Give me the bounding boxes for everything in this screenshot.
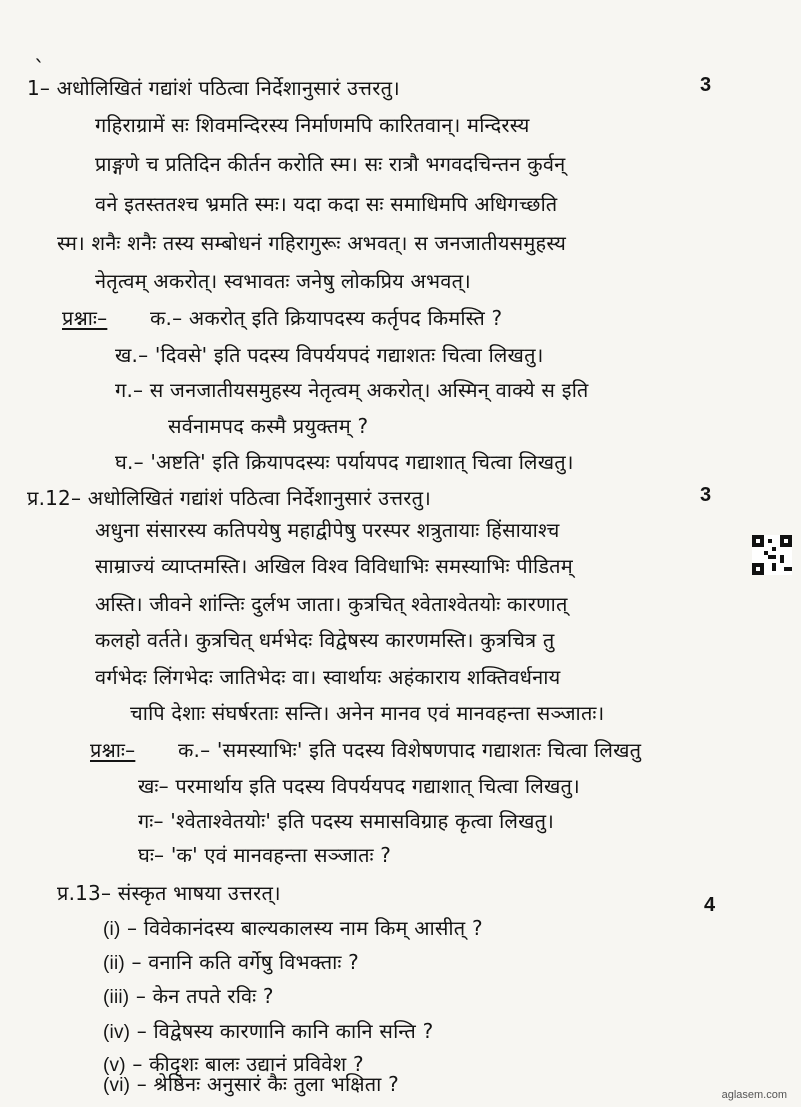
q13-item-number: (v) bbox=[103, 1055, 126, 1076]
q13-item-text: – विवेकानंदस्य बाल्यकालस्य नाम किम् आसीत् ? bbox=[127, 916, 483, 940]
watermark: aglasem.com bbox=[721, 1089, 787, 1101]
q12-question-b: खः– परमार्थाय इति पदस्य विपर्ययपद गद्याशात् चित्वा लिखतु। bbox=[138, 774, 580, 798]
q13-item-text: – कीदृशः बालः उद्यानं प्रविवेश ? bbox=[132, 1052, 364, 1076]
q13-item-number: (vi) bbox=[103, 1075, 131, 1096]
q12-marks: 3 bbox=[700, 484, 712, 506]
q11-heading: 1– अधोलिखितं गद्यांशं पठित्वा निर्देशानुसारं उत्तरतु। bbox=[27, 76, 400, 100]
q13-heading: प्र.13– संस्कृत भाषया उत्तरत्। bbox=[57, 881, 281, 905]
q11-question-c: ग.– स जनजातीयसमुहस्य नेतृत्वम् अकरोत्। अस्मिन् वाक्ये स इति bbox=[115, 378, 589, 402]
q13-item-number: (ii) bbox=[103, 953, 125, 974]
q11-question-b: ख.– 'दिवसे' इति पदस्य विपर्ययपदं गद्याशतः चित्वा लिखतु। bbox=[115, 343, 544, 367]
q12-questions-label: प्रश्नाः– bbox=[90, 738, 136, 762]
q11-passage-line: गहिराग्रामें सः शिवमन्दिरस्य निर्माणमपि कारितवान्। मन्दिरस्य bbox=[95, 113, 530, 137]
q11-question-d: घ.– 'अष्टति' इति क्रियापदस्यः पर्यायपद गद्याशात् चित्वा लिखतु। bbox=[115, 450, 574, 474]
q12-passage-line: साम्राज्यं व्याप्तमस्ति। अखिल विश्व विविधाभिः समस्याभिः पीडितम् bbox=[95, 554, 573, 578]
q11-passage-line: वने इतस्ततश्च भ्रमति स्मः। यदा कदा सः समाधिमपि अधिगच्छति bbox=[95, 192, 558, 216]
q13-item-number: (i) bbox=[103, 919, 121, 940]
q13-item bbox=[103, 914, 483, 944]
q11-question-a: क.– अकरोत् इति क्रियापदस्य कर्तृपद किमस्ति ? bbox=[150, 306, 503, 330]
q11-passage-line: नेतृत्वम् अकरोत्। स्वभावतः जनेषु लोकप्रिय अभवत्। bbox=[95, 269, 471, 293]
q13-item-text: – केन तपते रविः ? bbox=[135, 984, 274, 1008]
q12-passage-line: अधुना संसारस्य कतिपयेषु महाद्वीपेषु परस्पर शत्रुतायाः हिंसायाश्च bbox=[95, 518, 560, 542]
q11-passage-line: प्राङ्गणे च प्रतिदिन कीर्तन करोति स्म। सः रात्रौ भगवदचिन्तन कुर्वन् bbox=[95, 152, 566, 176]
q12-question-c: गः– 'श्वेताश्वेतयोः' इति पदस्य समासविग्राह कृत्वा लिखतु। bbox=[138, 809, 555, 833]
q12-passage-line: वर्गभेदः लिंगभेदः जातिभेदः वा। स्वार्थायः अहंकाराय शक्तिवर्धनाय bbox=[95, 665, 561, 689]
q11-passage-line: स्म। शनैः शनैः तस्य सम्बोधनं गहिरागुरूः अभवत्। स जनजातीयसमुहस्य bbox=[57, 231, 567, 255]
q12-passage-line: अस्ति। जीवने शांन्तिः दुर्लभ जाता। कुत्रचित् श्वेताश्वेतयोः कारणात् bbox=[95, 592, 568, 616]
stray-mark: ˎ bbox=[34, 38, 45, 63]
q11-questions-label: प्रश्नाः– bbox=[62, 306, 108, 330]
q13-item bbox=[103, 948, 359, 978]
q13-marks: 4 bbox=[704, 894, 716, 916]
q13-item-text: – श्रेष्ठिनः अनुसारं कैः तुला भक्षिता ? bbox=[136, 1072, 399, 1096]
q12-passage-line: कलहो वर्तते। कुत्रचित् धर्मभेदः विद्वेषस्य कारणमस्ति। कुत्रचित्र तु bbox=[95, 628, 555, 652]
q11-marks: 3 bbox=[700, 74, 712, 96]
q13-item-number: (iii) bbox=[103, 987, 130, 1008]
q12-question-d: घः– 'क' एवं मानवहन्ता सञ्जातः ? bbox=[138, 843, 392, 867]
q13-item-text: – वनानि कति वर्गेषु विभक्ताः ? bbox=[131, 950, 359, 974]
q13-item-number: (iv) bbox=[103, 1022, 131, 1043]
q11-question-c-cont: सर्वनामपद कस्मै प्रयुक्तम् ? bbox=[168, 414, 369, 438]
q13-item bbox=[103, 1070, 399, 1100]
q13-item-text: – विद्वेषस्य कारणानि कानि कानि सन्ति ? bbox=[136, 1019, 434, 1043]
qr-code-icon bbox=[752, 535, 792, 575]
q13-item bbox=[103, 1017, 433, 1047]
q12-question-a: क.– 'समस्याभिः' इति पदस्य विशेषणपाद गद्याशतः चित्वा लिखतु bbox=[178, 738, 642, 762]
q13-item bbox=[103, 982, 274, 1012]
q12-passage-line: चापि देशाः संघर्षरताः सन्ति। अनेन मानव एवं मानवहन्ता सञ्जातः। bbox=[130, 701, 605, 725]
q12-heading: प्र.12– अधोलिखितं गद्यांशं पठित्वा निर्देशानुसारं उत्तरतु। bbox=[27, 486, 432, 510]
